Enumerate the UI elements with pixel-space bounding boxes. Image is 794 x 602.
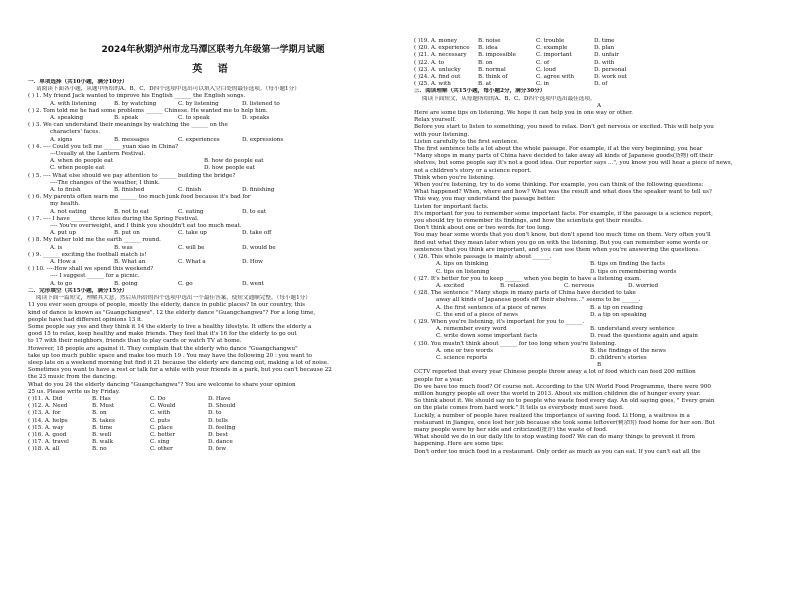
option: D. finishing bbox=[242, 187, 275, 194]
choice: D. with bbox=[594, 59, 615, 66]
question-stem: ( ) 9. ______ exciting the football match is! bbox=[28, 251, 147, 258]
option: A. remember every word bbox=[436, 326, 507, 333]
choice: C. Would bbox=[150, 403, 176, 410]
choice-row bbox=[414, 74, 784, 81]
option: B. a tip on reading bbox=[590, 304, 643, 311]
choice: ( )12. A. Need bbox=[28, 403, 68, 410]
option: D. How bbox=[242, 259, 263, 266]
text-line: to 17 with their neighbors, friends than to play cards or watch TV at home. bbox=[28, 338, 242, 345]
choice-row bbox=[28, 439, 398, 446]
text-line: Relax yourself. bbox=[414, 117, 457, 124]
choice: B. normal bbox=[478, 66, 506, 73]
option: C. finish bbox=[178, 187, 202, 194]
option: D. listened to bbox=[242, 100, 280, 107]
choice: ( )17. A. travel bbox=[28, 439, 69, 446]
cloze-choices-cont bbox=[414, 38, 784, 88]
choice: B. on bbox=[478, 59, 493, 66]
option: C. the end of a piece of news bbox=[436, 311, 518, 318]
cloze-passage bbox=[28, 302, 398, 396]
option: B. the findings of the news bbox=[590, 347, 666, 354]
exam-title: 2024年秋期泸州市龙马潭区联考九年级第一学期月试题 bbox=[101, 45, 325, 55]
option: B. speak bbox=[114, 115, 139, 122]
choice-row bbox=[414, 60, 784, 67]
question-stem-cont: away all kinds of Japanese goods off their shelves..." seems to be ______. bbox=[436, 297, 641, 304]
text-line: You may hear some words that you don't know, but don't spend too much time on them. Very often you'll bbox=[414, 232, 711, 239]
choice: ( )11. A. Did bbox=[28, 395, 63, 402]
choice: ( )14. A. helps bbox=[28, 417, 68, 424]
choice: C. sing bbox=[150, 439, 170, 446]
option-row bbox=[414, 305, 784, 312]
question-stem: ( ) 5. ---- What else should we pay attention to ______ building the bridge? bbox=[28, 172, 236, 179]
choice: D. plan bbox=[594, 45, 615, 52]
text-line: The first sentence tells a lot about the whole passage. For example, if at the very beginning, you hear bbox=[414, 146, 703, 153]
text-line: sleep late on a weekend morning but find it 21 because the elderly are dancing out, making a lot of noise. bbox=[28, 359, 329, 366]
choice: D. work out bbox=[594, 74, 628, 81]
option: C. to speak bbox=[178, 115, 210, 122]
option: B. tips on finding the facts bbox=[590, 261, 665, 268]
text-line: What should we do in our daily life to stop wasting food? We can do many things to prevent it from bbox=[414, 434, 695, 441]
option-row bbox=[414, 312, 784, 319]
choice: D. of bbox=[594, 81, 608, 88]
option-row bbox=[414, 261, 784, 268]
text-line: Don't order too much food in a restaurant. Only order as much as you can eat. If you can't eat all the bbox=[414, 448, 701, 455]
question-stem: ( ) 6. My parents often warn me ______ too much junk food because it's bad for bbox=[28, 194, 251, 201]
question-stem: ( )29. When you're listening, it's important for you to ______. bbox=[414, 318, 585, 325]
choice: ( )19. A. money bbox=[414, 38, 458, 44]
text-line: good 15 to relax, keep healthy and make friends. They feel that it's 16 for the elderly to go out bbox=[28, 331, 297, 338]
question-stem: ( ) 3. We can understand their meanings by watching the ______ on the bbox=[28, 122, 228, 129]
option: C. by listening bbox=[178, 100, 219, 107]
option: C. when people eat bbox=[50, 165, 105, 172]
option-row bbox=[28, 101, 398, 108]
option-row bbox=[414, 348, 784, 355]
choice: D. feeling bbox=[208, 424, 236, 431]
choice: B. no bbox=[92, 446, 107, 453]
text-line: people have had different opinions 13 it. bbox=[28, 316, 143, 323]
choice-row bbox=[28, 410, 398, 417]
part2-instruction: 阅读下面一篇短文，理解其大意，然后从所给的四个选项中选出一个最佳答案，使短文通顺完整。（每小题1分） bbox=[36, 295, 311, 302]
text-line: Sometimes you want to have a rest or talk for a while with your friends in a park, but you can't because 22 bbox=[28, 367, 332, 374]
text-line: Some people say yes and they think it 14 the elderly to live a healthy lifestyle. It offers the elderly a bbox=[28, 323, 312, 330]
choice: B. takes bbox=[92, 417, 115, 424]
text-line: the 23 music from the dancing. bbox=[28, 374, 117, 381]
text-line: CCTV reported that every year Chinese people throw away a lot of food which can feed 200 million bbox=[414, 369, 696, 376]
option: B. understand every sentence bbox=[590, 326, 675, 333]
question-stem: ( ) 1. My friend Jack wanted to improve his English ______ the English songs. bbox=[28, 93, 246, 100]
text-line: many people were by her side and criticized(批评) the waste of food. bbox=[414, 426, 608, 433]
option-row bbox=[28, 115, 398, 122]
option: C. tips on listening bbox=[436, 268, 490, 275]
option: A. signs bbox=[50, 136, 73, 143]
text-line: However, 18 people are against it. They complain that the elderly who dance "Guangchangwu" bbox=[28, 345, 298, 352]
part3-heading: 三．阅读理解（共15小题，每小题2分，满分30分） bbox=[414, 88, 546, 95]
text-line: with your listening. bbox=[414, 131, 470, 138]
passage-b bbox=[414, 369, 784, 455]
choice: C. of bbox=[536, 59, 550, 66]
choice: C. puts bbox=[150, 417, 170, 424]
option: A. to go bbox=[50, 280, 72, 287]
choice: C. Do bbox=[150, 395, 166, 402]
text-line: Before you start to listen to something, you need to relax. Don't get nervous or excited. This will help you bbox=[414, 124, 714, 131]
option: B. messages bbox=[114, 136, 150, 143]
choice: C. loud bbox=[536, 66, 556, 73]
option: C. eating bbox=[178, 208, 204, 215]
choice: B. idea bbox=[478, 45, 498, 52]
option-row bbox=[28, 158, 398, 165]
choice: B. well bbox=[92, 431, 112, 438]
text-line: not a children's story or a science report. bbox=[414, 167, 532, 174]
option: A. is bbox=[50, 244, 63, 251]
option-row bbox=[28, 165, 398, 172]
choice: ( )18. A. all bbox=[28, 446, 60, 453]
text-line: people for a year. bbox=[414, 376, 464, 383]
text-line: take up too much public space and make too much 19 . You may have the following 20 : you want to bbox=[28, 352, 312, 359]
choice: B. impossible bbox=[478, 52, 516, 59]
choice-row bbox=[28, 403, 398, 410]
choice: ( )24. A. find out bbox=[414, 74, 461, 81]
choice: ( )23. A. unlucky bbox=[414, 66, 461, 73]
text-line: million hungry people all over the world in 2013. About six million children die of hunger every year. bbox=[414, 390, 701, 397]
choice: B. walk bbox=[92, 439, 113, 446]
option: C. will be bbox=[178, 244, 205, 251]
question-stem-cont: ----The changes of the weather, I think. bbox=[50, 179, 160, 186]
option: A. when do people eat bbox=[50, 158, 114, 165]
option-row bbox=[414, 326, 784, 333]
text-line: Think when you're listening. bbox=[414, 174, 495, 181]
text-line: When you're listening, try to do some thinking. For example, you can think of the following questions: bbox=[414, 182, 704, 189]
choice-row bbox=[414, 67, 784, 74]
option: B. going bbox=[114, 280, 138, 287]
option: A. to finish bbox=[50, 187, 81, 194]
question-stem: ( ) 7. ---- I have ______ three kites during the Spring Festival. bbox=[28, 215, 199, 222]
option: A. with listening bbox=[50, 100, 97, 107]
text-line: find out what they mean later when you go on with the listening. But you can remember some words or bbox=[414, 239, 709, 246]
text-line: So think about it. We should say no to people who waste food every day. An old saying goes, " Every grain bbox=[414, 398, 715, 405]
question-stem-cont: ---- You're overweight, and I think you shouldn't eat too much meat. bbox=[50, 223, 242, 230]
part2-heading: 二．完形填空（共15小题，满分15分） bbox=[28, 287, 128, 294]
text-line: sentences that you think are important, and you can use them when you're answering the questions. bbox=[414, 246, 701, 253]
choice: D. Have bbox=[208, 395, 231, 402]
choice-row bbox=[414, 45, 784, 52]
option-row bbox=[414, 269, 784, 276]
choice: ( )15. A. way bbox=[28, 424, 64, 431]
subject-title: 英 语 bbox=[192, 64, 234, 75]
option: B. put on bbox=[114, 230, 140, 237]
option: D. children's stories bbox=[590, 354, 647, 361]
choice: ( )13. A. for bbox=[28, 410, 61, 417]
choice: D. time bbox=[594, 38, 615, 44]
text-line: shelves, but some people say it's not a good idea. Our reporter says ...", you know you will hear a piece of news, bbox=[414, 160, 733, 167]
option: A. put up bbox=[50, 230, 76, 237]
option: B. by watching bbox=[114, 100, 157, 107]
choice-row bbox=[28, 432, 398, 439]
choice: C. place bbox=[150, 424, 173, 431]
choice-row bbox=[414, 38, 784, 45]
option: B. how do people eat bbox=[204, 158, 264, 165]
text-line: Luckily, a number of people have realized the importance of saving food. Li Hong, a waitress in a bbox=[414, 412, 690, 419]
choice: C. agree with bbox=[536, 74, 575, 81]
choice: B. Has bbox=[92, 395, 111, 402]
text-line: on the plate comes from hard work." It tells us everybody must save food. bbox=[414, 405, 624, 412]
left-column bbox=[28, 40, 398, 602]
question-stem-cont: characters' faces. bbox=[50, 129, 101, 136]
choice-row bbox=[414, 81, 784, 88]
question-stem-cont: ---Usually at the Lantern Festival. bbox=[50, 151, 146, 158]
choice: ( )22. A. to bbox=[414, 59, 445, 66]
cloze-choices bbox=[28, 396, 398, 454]
choice-row bbox=[28, 446, 398, 453]
option: C. take up bbox=[178, 230, 207, 237]
text-line: This way, you may understand the passage better. bbox=[414, 196, 556, 203]
option: D. would be bbox=[242, 244, 276, 251]
option-row bbox=[414, 333, 784, 340]
option: B. relaxed bbox=[500, 282, 529, 289]
option: A. How a bbox=[50, 259, 76, 266]
option: B. finished bbox=[114, 187, 145, 194]
option-row bbox=[414, 355, 784, 362]
question-stem: ( ) 8. My father told me the earth ______ round. bbox=[28, 237, 161, 244]
option: D. expressions bbox=[242, 136, 284, 143]
choice: C. important bbox=[536, 52, 572, 59]
text-line: Don't think about one or two words for too long. bbox=[414, 225, 552, 232]
choice: B. noise bbox=[478, 38, 501, 44]
question-stem: ( ) 4. ---- Could you tell me ______ yuan xiao in China? bbox=[28, 143, 179, 150]
option: D. speaks bbox=[242, 115, 270, 122]
text-line: happening. Here are some tips: bbox=[414, 441, 504, 448]
choice: C. with bbox=[150, 410, 171, 417]
option: D. to eat bbox=[242, 208, 267, 215]
option: A. excited bbox=[436, 282, 465, 289]
part3-questions bbox=[414, 254, 784, 362]
option-row bbox=[28, 187, 398, 194]
text-line: restaurant in Jiangsu, once lost her job because she took some leftover(剩余的) food home for her son. But bbox=[414, 419, 715, 426]
choice: B. time bbox=[92, 424, 113, 431]
option: A. one or two words bbox=[436, 347, 493, 354]
passage-b-label: B bbox=[596, 362, 602, 369]
choice: D. few bbox=[208, 446, 227, 453]
choice-row bbox=[28, 425, 398, 432]
question-stem: ( )26. This whole passage is mainly about ______. bbox=[414, 254, 552, 261]
text-line: 25 us. Please write us by Friday. bbox=[28, 388, 120, 395]
text-line: Listen for important facts. bbox=[414, 203, 489, 210]
choice: C. example bbox=[536, 45, 568, 52]
option: D. went bbox=[242, 280, 264, 287]
option: D. a tip on speaking bbox=[590, 311, 647, 318]
option: B. What an bbox=[114, 259, 146, 266]
choice: D. to bbox=[208, 410, 222, 417]
part1-questions bbox=[28, 93, 398, 287]
text-line: Here are some tips on listening. We hope it can help you in one way or other. bbox=[414, 110, 633, 117]
option: B. not to eat bbox=[114, 208, 149, 215]
choice: D. dance bbox=[208, 439, 233, 446]
choice: C. trouble bbox=[536, 38, 565, 44]
option: D. read the questions again and again bbox=[590, 333, 698, 340]
option-row bbox=[28, 209, 398, 216]
question-stem: ( )28. The sentence " Many shops in many parts of China have decided to take bbox=[414, 290, 636, 297]
option-row bbox=[414, 283, 784, 290]
option: C. go bbox=[178, 280, 193, 287]
option: B. was bbox=[114, 244, 133, 251]
text-line: It's important for you to remember some important facts. For example, if the passage is a science report, bbox=[414, 210, 713, 217]
option: C. write down some important facts bbox=[436, 333, 538, 340]
choice: D. Should bbox=[208, 403, 236, 410]
option: C. science reports bbox=[436, 354, 488, 361]
passage-a-label: A bbox=[596, 102, 602, 109]
part3-instruction: 阅读下面短文，从每题所给的A、B、C、D四个选项中选出最佳选项。 bbox=[422, 95, 596, 102]
choice: D. tells bbox=[208, 417, 228, 424]
part1-heading: 一．单项选择（共10小题，满分10分） bbox=[28, 79, 128, 85]
option: D. how people eat bbox=[204, 165, 255, 172]
part1-instruction: 请阅读下面各小题，从题中所给的A、B、C、D四个选项中选出可以填入空白处的最佳选项。（每小题1分） bbox=[36, 86, 300, 93]
option: A. speaking bbox=[50, 115, 84, 122]
text-line: kind of dance is known as "Guangchangwu". 12 the elderly dance "Guangchangwu"? For a long time, bbox=[28, 309, 316, 316]
choice-row bbox=[28, 418, 398, 425]
text-line: Listen carefully to the first sentence. bbox=[414, 138, 519, 145]
text-line: Do we have too much food? Of course not. According to the UN World Food Programme, there were 900 bbox=[414, 383, 711, 390]
right-column bbox=[414, 38, 784, 600]
choice: B. think of bbox=[478, 74, 508, 81]
option: A. tips on thinking bbox=[436, 261, 489, 268]
question-stem: ( ) 10. ----How shall we spend this weekend? bbox=[28, 266, 154, 273]
choice: ( )20. A. experience bbox=[414, 45, 470, 52]
choice: ( )16. A. good bbox=[28, 431, 67, 438]
question-stem-cont: ---- I suggest ______ for a picnic. bbox=[50, 273, 140, 280]
choice: C. better bbox=[150, 431, 176, 438]
text-line: 11 you ever seen groups of people, mostly the elderly, dance in public places? In our country, this bbox=[28, 302, 306, 309]
option: D. take off bbox=[242, 230, 272, 237]
text-line: you should try to remember its findings, and how the scientists got their results. bbox=[414, 218, 643, 225]
question-stem: ( )30. You mustn't think about ______ for too long when you're listening. bbox=[414, 340, 617, 347]
option-row bbox=[28, 137, 398, 144]
choice-row bbox=[28, 396, 398, 403]
choice: ( )21. A. necessary bbox=[414, 52, 467, 59]
option: A. not eating bbox=[50, 208, 87, 215]
choice: D. best bbox=[208, 431, 228, 438]
choice-row bbox=[414, 52, 784, 59]
option: D. worried bbox=[628, 282, 659, 289]
option: C. nervous bbox=[564, 282, 595, 289]
option: C. experiences bbox=[178, 136, 220, 143]
question-stem: ( )27. It's better for you to keep ______ when you begin to have a listening exam. bbox=[414, 275, 642, 282]
choice: D. unfair bbox=[594, 52, 619, 59]
choice: ( )25. A. with bbox=[414, 81, 451, 88]
option-row bbox=[28, 230, 398, 237]
option-row bbox=[28, 259, 398, 266]
choice: B. at bbox=[478, 81, 492, 88]
option: A. the first sentence of a piece of news bbox=[436, 304, 547, 311]
option: D. tips on remembering words bbox=[590, 268, 677, 275]
question-stem-cont: my health. bbox=[50, 201, 80, 208]
choice: D. personal bbox=[594, 66, 627, 73]
option-row bbox=[28, 281, 398, 288]
text-line: What happened? When, where and how? What was the result and what does the speaker want to tell us? bbox=[414, 189, 712, 196]
choice: B. Must bbox=[92, 403, 115, 410]
choice: C. in bbox=[536, 81, 550, 88]
choice: B. on bbox=[92, 410, 107, 417]
choice: C. other bbox=[150, 446, 173, 453]
passage-a bbox=[414, 110, 784, 254]
text-line: "Many shops in many parts of China have decided to take away all kinds of Japanese goods(货物) off their bbox=[414, 153, 713, 160]
option-row bbox=[28, 245, 398, 252]
question-stem: ( ) 2. Tom told me he had some problems ______ Chinese. He wanted me to help him. bbox=[28, 107, 268, 114]
option: C. What a bbox=[178, 259, 206, 266]
text-line: What do you 24 the elderly dancing "Guangchangwu"? You are welcome to share your opinion bbox=[28, 381, 296, 388]
